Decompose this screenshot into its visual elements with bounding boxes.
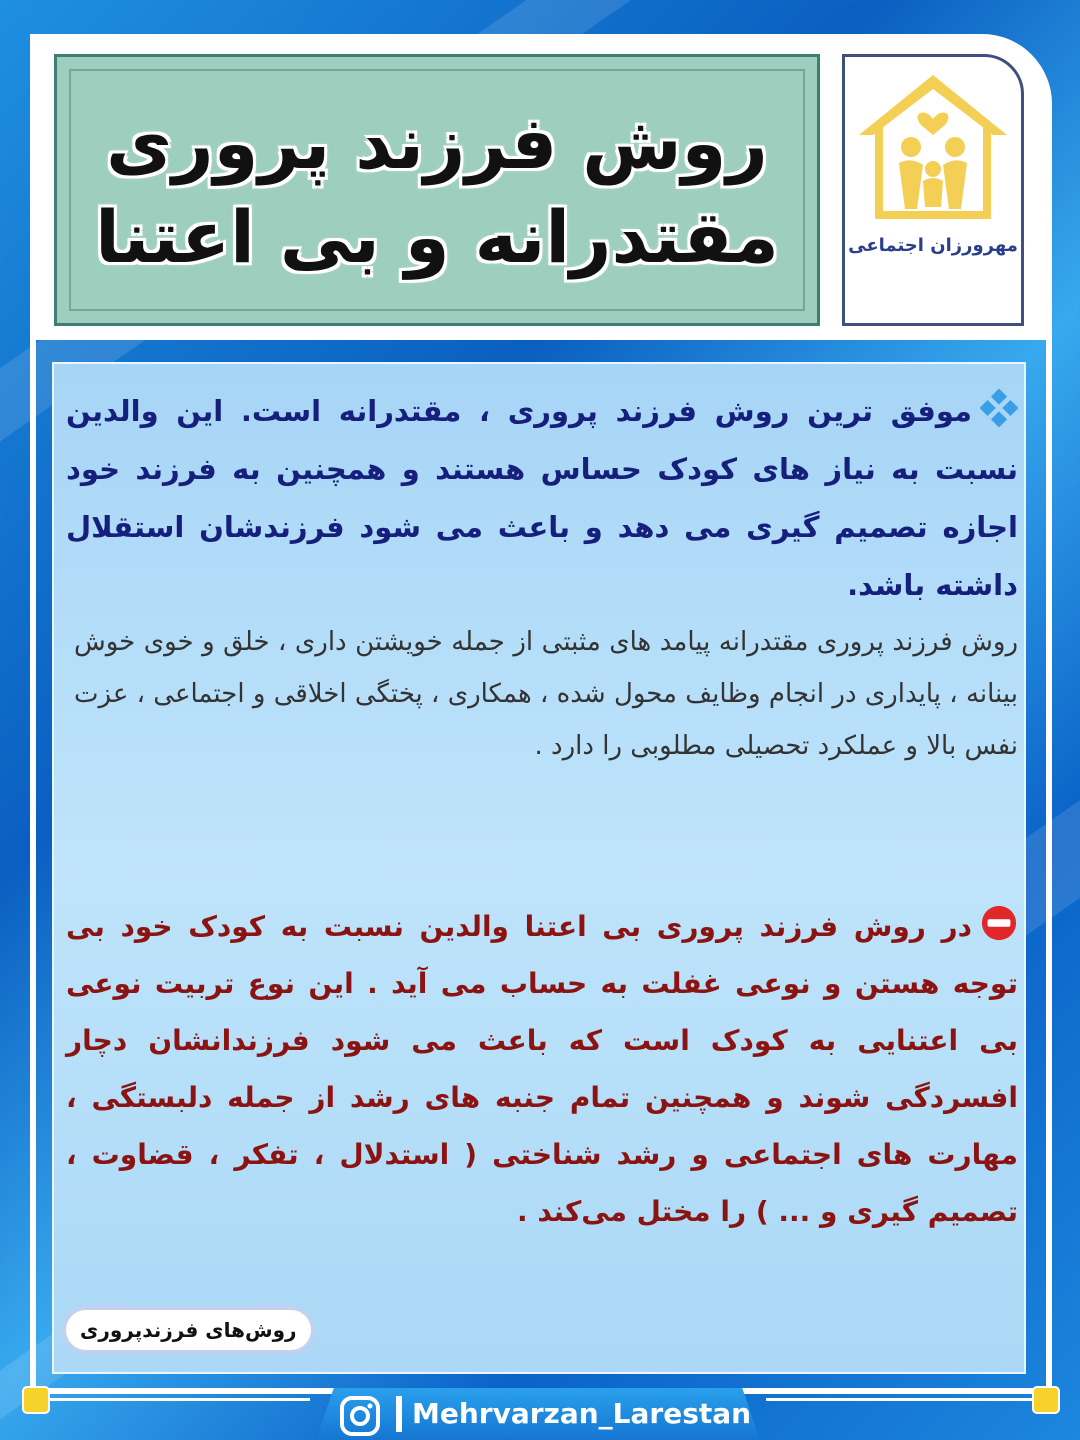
paragraph-neglectful bbox=[66, 898, 1018, 1240]
instagram-icon[interactable] bbox=[338, 1394, 382, 1438]
page-title-line1: روش فرزند پروری bbox=[106, 101, 768, 185]
instagram-handle[interactable]: Mehrvarzan_Larestan bbox=[412, 1397, 752, 1430]
corner-dot-left bbox=[22, 1386, 50, 1414]
title-panel bbox=[54, 54, 820, 326]
logo-text: مهرورزان اجتماعی bbox=[848, 235, 1018, 256]
corner-dot-right bbox=[1032, 1386, 1060, 1414]
footer-line-left bbox=[40, 1398, 310, 1401]
page-title-line2: مقتدرانه و بی اعتنا bbox=[95, 195, 779, 279]
no-entry-icon bbox=[980, 904, 1018, 942]
paragraph-outcomes: روش فرزند پروری مقتدرانه پیامد های مثبتی از جمله خویشتن داری ، خلق و خوی خوش بینانه ، پایداری در انجام وظایف محول شده ، همکاری ، پختگی اخلاقی و اجتماعی ، عزت نفس بالا و عملکرد تحصیلی مطلوبی را دارد . bbox=[74, 627, 1018, 761]
diamond-bullet-icon bbox=[980, 389, 1018, 427]
house-family-icon bbox=[853, 69, 1013, 229]
paragraph1-text: موفق ترین روش فرزند پروری ، مقتدرانه است. این والدین نسبت به نیاز های کودک حساس هستند و همچنین به فرزند خود اجازه تصمیم گیری می دهد و باعث می شود فرزندشان استقلال داشته باشد. bbox=[66, 394, 1018, 602]
footer-separator bbox=[396, 1396, 402, 1432]
logo bbox=[842, 54, 1024, 326]
footer-line-right bbox=[766, 1398, 1044, 1401]
paragraph-authoritative bbox=[66, 382, 1018, 614]
category-tag: روش‌های فرزندپروری bbox=[66, 1310, 311, 1350]
paragraph3-text: در روش فرزند پروری بی اعتنا والدین نسبت به کودک خود بی توجه هستن و نوعی غفلت به حساب می آید . این نوع تربیت نوعی بی اعتنایی به کودک است که باعث می شود فرزندانشان دچار افسردگی شوند و همچنین تمام جنبه های رشد از جمله دلبستگی ، مهارت های اجتماعی و رشد شناختی ( استدلال ، تفکر ، قضاوت ، تصمیم گیری و ... ) را مختل می‌کند . bbox=[66, 910, 1018, 1228]
